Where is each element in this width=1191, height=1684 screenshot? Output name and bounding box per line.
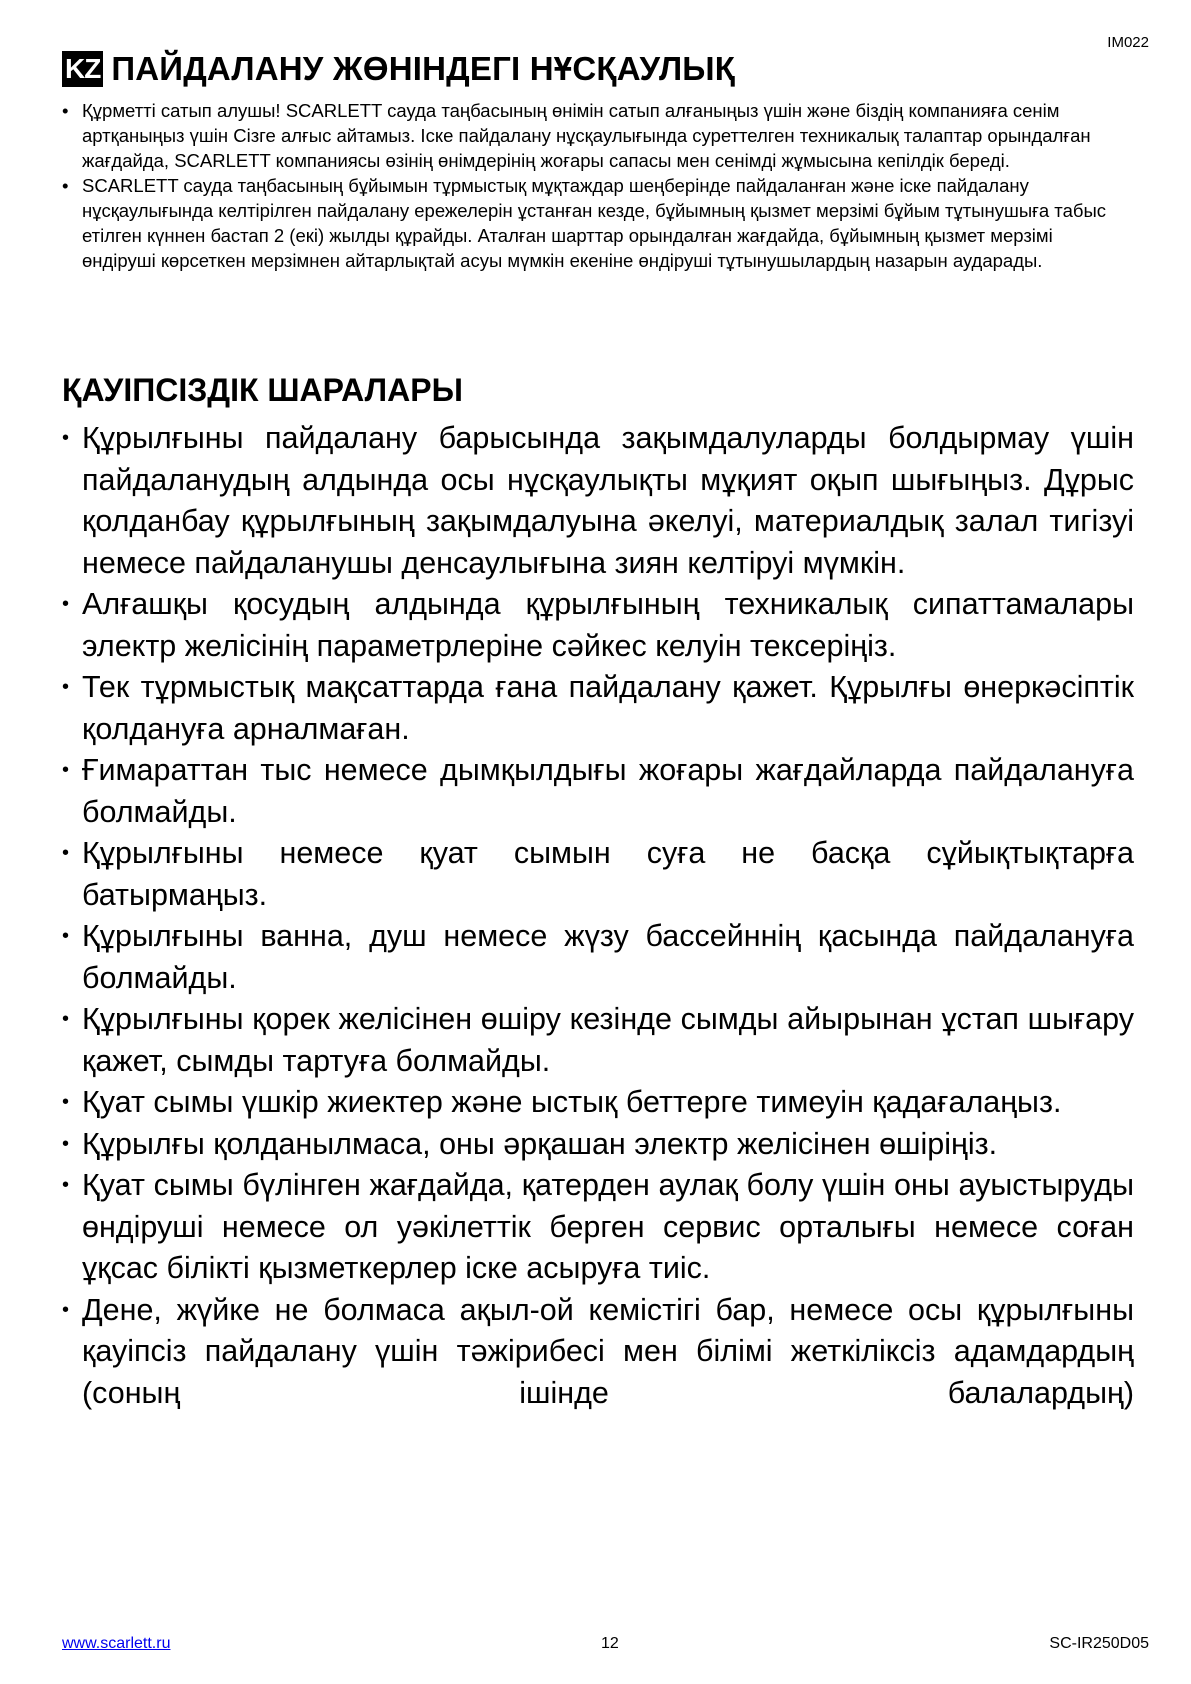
page-number: 12 — [601, 1635, 619, 1652]
page-footer — [62, 1635, 1149, 1653]
title-row — [62, 50, 735, 88]
intro-paragraph: • SCARLETT сауда таңбасының бұйымын тұрмыстық мұқтаждар шеңберінде пайдаланған және іске пайдалану нұсқаулығында келтірілген пайдалану ережелерін ұстанған кезде, бұйымның қызмет мерзімі бұйым тұтынушыға табыс етілген күннен бастап 2 (екі) жылды құрайды. Аталған шарттар орындалған жағдайда, бұйымның қызмет мерзімі өндіруші көрсеткен мерзімнен айтарлықтай асуы мүмкін екеніне өндіруші тұтынушылардың назарын аударады. — [62, 173, 1112, 273]
safety-item: • Ғимараттан тыс немесе дымқылдығы жоғары жағдайларда пайдалануға болмайды. — [62, 750, 1134, 833]
safety-item: • Қуат сымы бүлінген жағдайда, қатерден аулақ болу үшін оны ауыстыруды өндіруші немесе ол уәкілеттік берген сервис орталығы немесе соған ұқсас білікті қызметкерлер іске асыруға тиіс. — [62, 1165, 1134, 1290]
section-title-safety: ҚАУІПСІЗДІК ШАРАЛАРЫ — [62, 372, 463, 408]
intro-paragraph: • Құрметті сатып алушы! SCARLETT сауда таңбасының өнімін сатып алғаныңыз үшін және біздің компанияға сенім артқаныңыз үшін Сізге алғыс айтамыз. Іске пайдалану нұсқаулығында суреттелген техникалық талаптар орындалған жағдайда, SCARLETT компаниясы өзінің өнімдерінің жоғары сапасы мен сенімді жұмысына кепілдік береді. — [62, 98, 1112, 173]
website-link[interactable]: www.scarlett.ru — [62, 1635, 171, 1652]
safety-list — [62, 418, 1134, 1414]
safety-item: • Құрылғыны немесе қуат сымын суға не басқа сұйықтықтарға батырмаңыз. — [62, 833, 1134, 916]
intro-list — [62, 98, 1112, 273]
safety-item: • Құрылғыны ванна, душ немесе жүзу бассейннің қасында пайдалануға болмайды. — [62, 916, 1134, 999]
safety-item: • Алғашқы қосудың алдында құрылғының техникалық сипаттамалары электр желісінің параметрлеріне сәйкес келуін тексеріңіз. — [62, 584, 1134, 667]
safety-item: • Құрылғыны қорек желісінен өшіру кезінде сымды айырынан ұстап шығару қажет, сымды тартуға болмайды. — [62, 999, 1134, 1082]
document-code: IM022 — [1107, 34, 1149, 51]
model-number: SC-IR250D05 — [1049, 1635, 1149, 1652]
safety-item: • Құрылғыны пайдалану барысында зақымдалуларды болдырмау үшін пайдаланудың алдында осы нұсқаулықты мұқият оқып шығыңыз. Дұрыс қолданбау құрылғының зақымдалуына әкелуі, материалдық залал тигізуі немесе пайдаланушы денсаулығына зиян келтіруі мүмкін. — [62, 418, 1134, 584]
safety-item: • Дене, жүйке не болмаса ақыл-ой кемістігі бар, немесе осы құрылғыны қауіпсіз пайдалану үшін тәжірибесі мен білімі жеткіліксіз адамдардың (соның ішінде балалардың) — [62, 1290, 1134, 1415]
safety-item: • Құрылғы қолданылмаса, оны әрқашан электр желісінен өшіріңіз. — [62, 1124, 1134, 1166]
language-badge: KZ — [62, 51, 103, 87]
safety-item: • Қуат сымы үшкір жиектер және ыстық беттерге тимеуін қадағалаңыз. — [62, 1082, 1134, 1124]
page-title: ПАЙДАЛАНУ ЖӨНІНДЕГІ НҰСҚАУЛЫҚ — [111, 50, 736, 87]
safety-item: • Тек тұрмыстық мақсаттарда ғана пайдалану қажет. Құрылғы өнеркәсіптік қолдануға арналмаған. — [62, 667, 1134, 750]
